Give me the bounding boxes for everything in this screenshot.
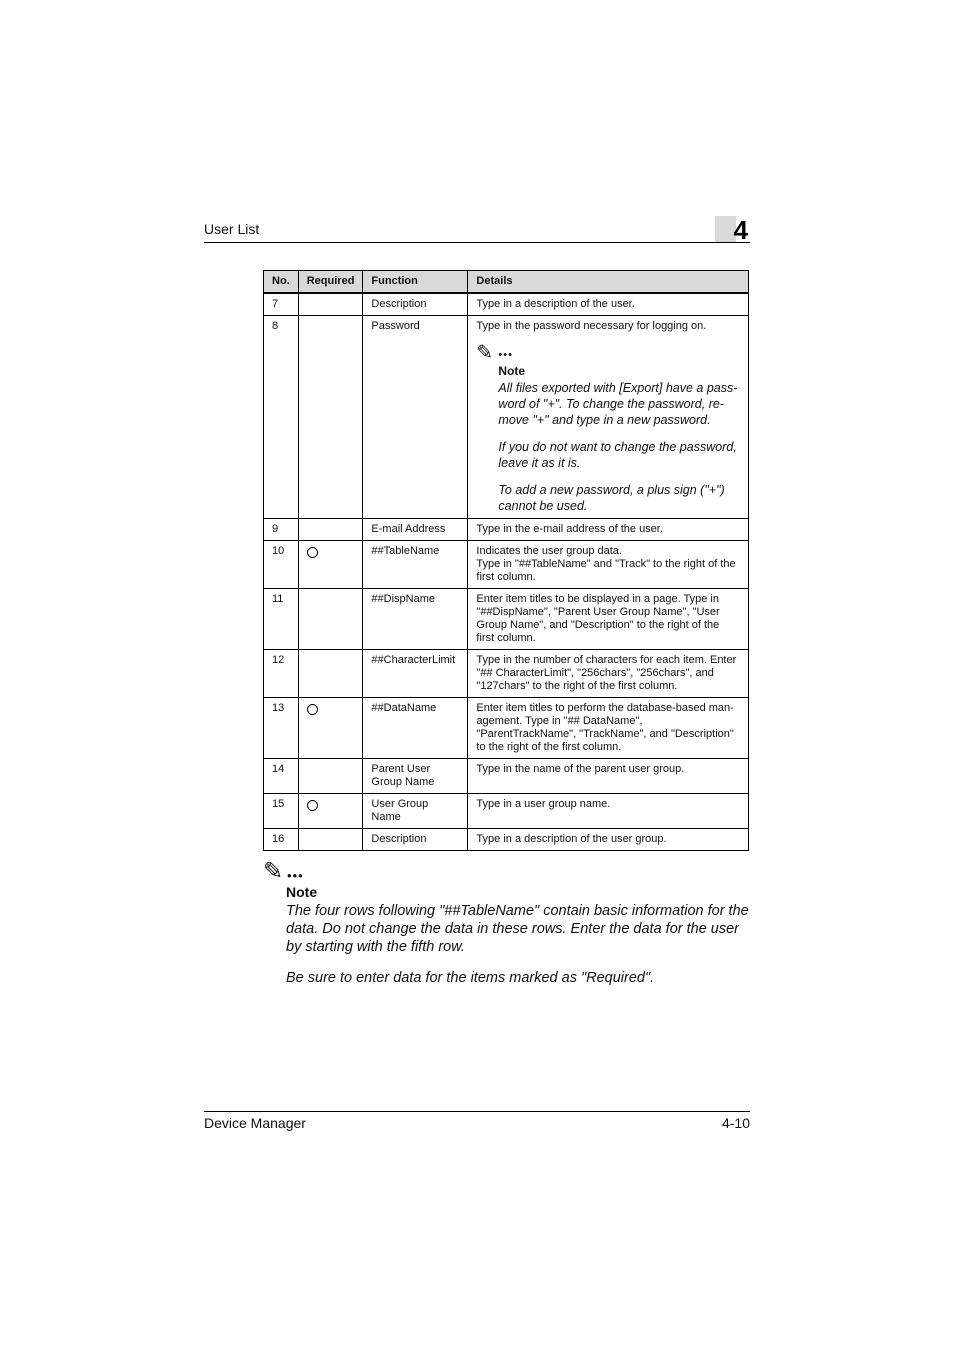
note-paragraph: All files exported with [Export] have a pass-word of "+". To change the password, re-move "+" and type in a new password. bbox=[498, 381, 738, 427]
required-circle-icon bbox=[307, 800, 318, 811]
row-required bbox=[298, 316, 363, 519]
row-required bbox=[298, 541, 363, 589]
row-details: Enter item titles to be displayed in a page. Type in "##DispName", "Parent User Group Name", "User Group Name", and "Description" to the right of the first column. bbox=[468, 589, 749, 650]
note-paragraph: Be sure to enter data for the items marked as "Required". bbox=[286, 970, 655, 986]
table-row bbox=[264, 698, 749, 759]
table-header-row bbox=[264, 271, 749, 294]
row-no: 9 bbox=[264, 519, 299, 541]
note-paragraph: To add a new password, a plus sign ("+") cannot be used. bbox=[498, 483, 725, 513]
note-label: Note bbox=[286, 884, 318, 900]
table-row bbox=[264, 829, 749, 851]
table-row bbox=[264, 316, 749, 519]
row-details: Type in the e-mail address of the user. bbox=[468, 519, 749, 541]
row-required bbox=[298, 698, 363, 759]
row-no: 10 bbox=[264, 541, 299, 589]
row-required bbox=[298, 829, 363, 851]
table-row bbox=[264, 541, 749, 589]
page-note bbox=[263, 860, 753, 987]
ellipsis-icon: ••• bbox=[287, 868, 304, 883]
table-row bbox=[264, 519, 749, 541]
ellipsis-icon: ••• bbox=[498, 349, 513, 361]
row-function: Password bbox=[363, 316, 468, 519]
row-details: Type in a description of the user. bbox=[468, 293, 749, 316]
required-circle-icon bbox=[307, 704, 318, 715]
row-function: Parent User Group Name bbox=[363, 759, 468, 794]
row-details: Enter item titles to perform the database-based man-agement. Type in "## DataName", "ParentTrackName", "TrackName", and "Description" to the right of the first column. bbox=[468, 698, 749, 759]
password-note bbox=[476, 343, 740, 514]
section-title: User List bbox=[204, 221, 260, 237]
row-details-cell bbox=[468, 316, 749, 519]
table-row bbox=[264, 759, 749, 794]
row-required bbox=[298, 519, 363, 541]
row-details: Type in a user group name. bbox=[468, 794, 749, 829]
pencil-icon: ✎ bbox=[476, 342, 494, 364]
column-header-function: Function bbox=[363, 271, 468, 294]
required-circle-icon bbox=[307, 547, 318, 558]
column-header-details: Details bbox=[468, 271, 749, 294]
row-no: 11 bbox=[264, 589, 299, 650]
row-required bbox=[298, 293, 363, 316]
chapter-badge bbox=[715, 215, 750, 245]
row-function: Description bbox=[363, 829, 468, 851]
table-row bbox=[264, 589, 749, 650]
row-function: Description bbox=[363, 293, 468, 316]
row-function: E-mail Address bbox=[363, 519, 468, 541]
row-details: Type in the name of the parent user group. bbox=[468, 759, 749, 794]
row-no: 7 bbox=[264, 293, 299, 316]
row-no: 13 bbox=[264, 698, 299, 759]
row-no: 16 bbox=[264, 829, 299, 851]
row-no: 12 bbox=[264, 650, 299, 698]
row-no: 8 bbox=[264, 316, 299, 519]
row-required bbox=[298, 589, 363, 650]
pencil-icon: ✎ bbox=[263, 858, 284, 885]
row-function: User Group Name bbox=[363, 794, 468, 829]
row-no: 14 bbox=[264, 759, 299, 794]
row-no: 15 bbox=[264, 794, 299, 829]
note-label: Note bbox=[498, 364, 526, 378]
page-number: 4-10 bbox=[721, 1115, 750, 1131]
row-details: Type in the password necessary for logging on. bbox=[476, 320, 707, 332]
user-list-table bbox=[263, 270, 749, 851]
column-header-required: Required bbox=[298, 271, 363, 294]
row-function: ##DispName bbox=[363, 589, 468, 650]
table-row bbox=[264, 794, 749, 829]
page-footer bbox=[204, 1111, 750, 1136]
row-function: ##TableName bbox=[363, 541, 468, 589]
row-details: Type in the number of characters for each item. Enter "## CharacterLimit", "256chars", "256chars", and "127chars" to the right of the first column. bbox=[468, 650, 749, 698]
column-header-no: No. bbox=[264, 271, 299, 294]
row-function: ##DataName bbox=[363, 698, 468, 759]
note-paragraph: The four rows following "##TableName" contain basic information for the data. Do not change the data in these rows. Enter the data for the user by starting with the fifth row. bbox=[286, 903, 749, 955]
row-function: ##CharacterLimit bbox=[363, 650, 468, 698]
row-details: Indicates the user group data. Type in "##TableName" and "Track" to the right of the first column. bbox=[468, 541, 749, 589]
row-required bbox=[298, 650, 363, 698]
row-details: Type in a description of the user group. bbox=[468, 829, 749, 851]
table-row bbox=[264, 293, 749, 316]
note-paragraph: If you do not want to change the password, leave it as it is. bbox=[498, 440, 737, 470]
footer-product: Device Manager bbox=[204, 1115, 306, 1131]
row-required bbox=[298, 794, 363, 829]
page-header bbox=[204, 215, 750, 245]
chapter-number: 4 bbox=[733, 215, 748, 245]
row-required bbox=[298, 759, 363, 794]
table-row bbox=[264, 650, 749, 698]
